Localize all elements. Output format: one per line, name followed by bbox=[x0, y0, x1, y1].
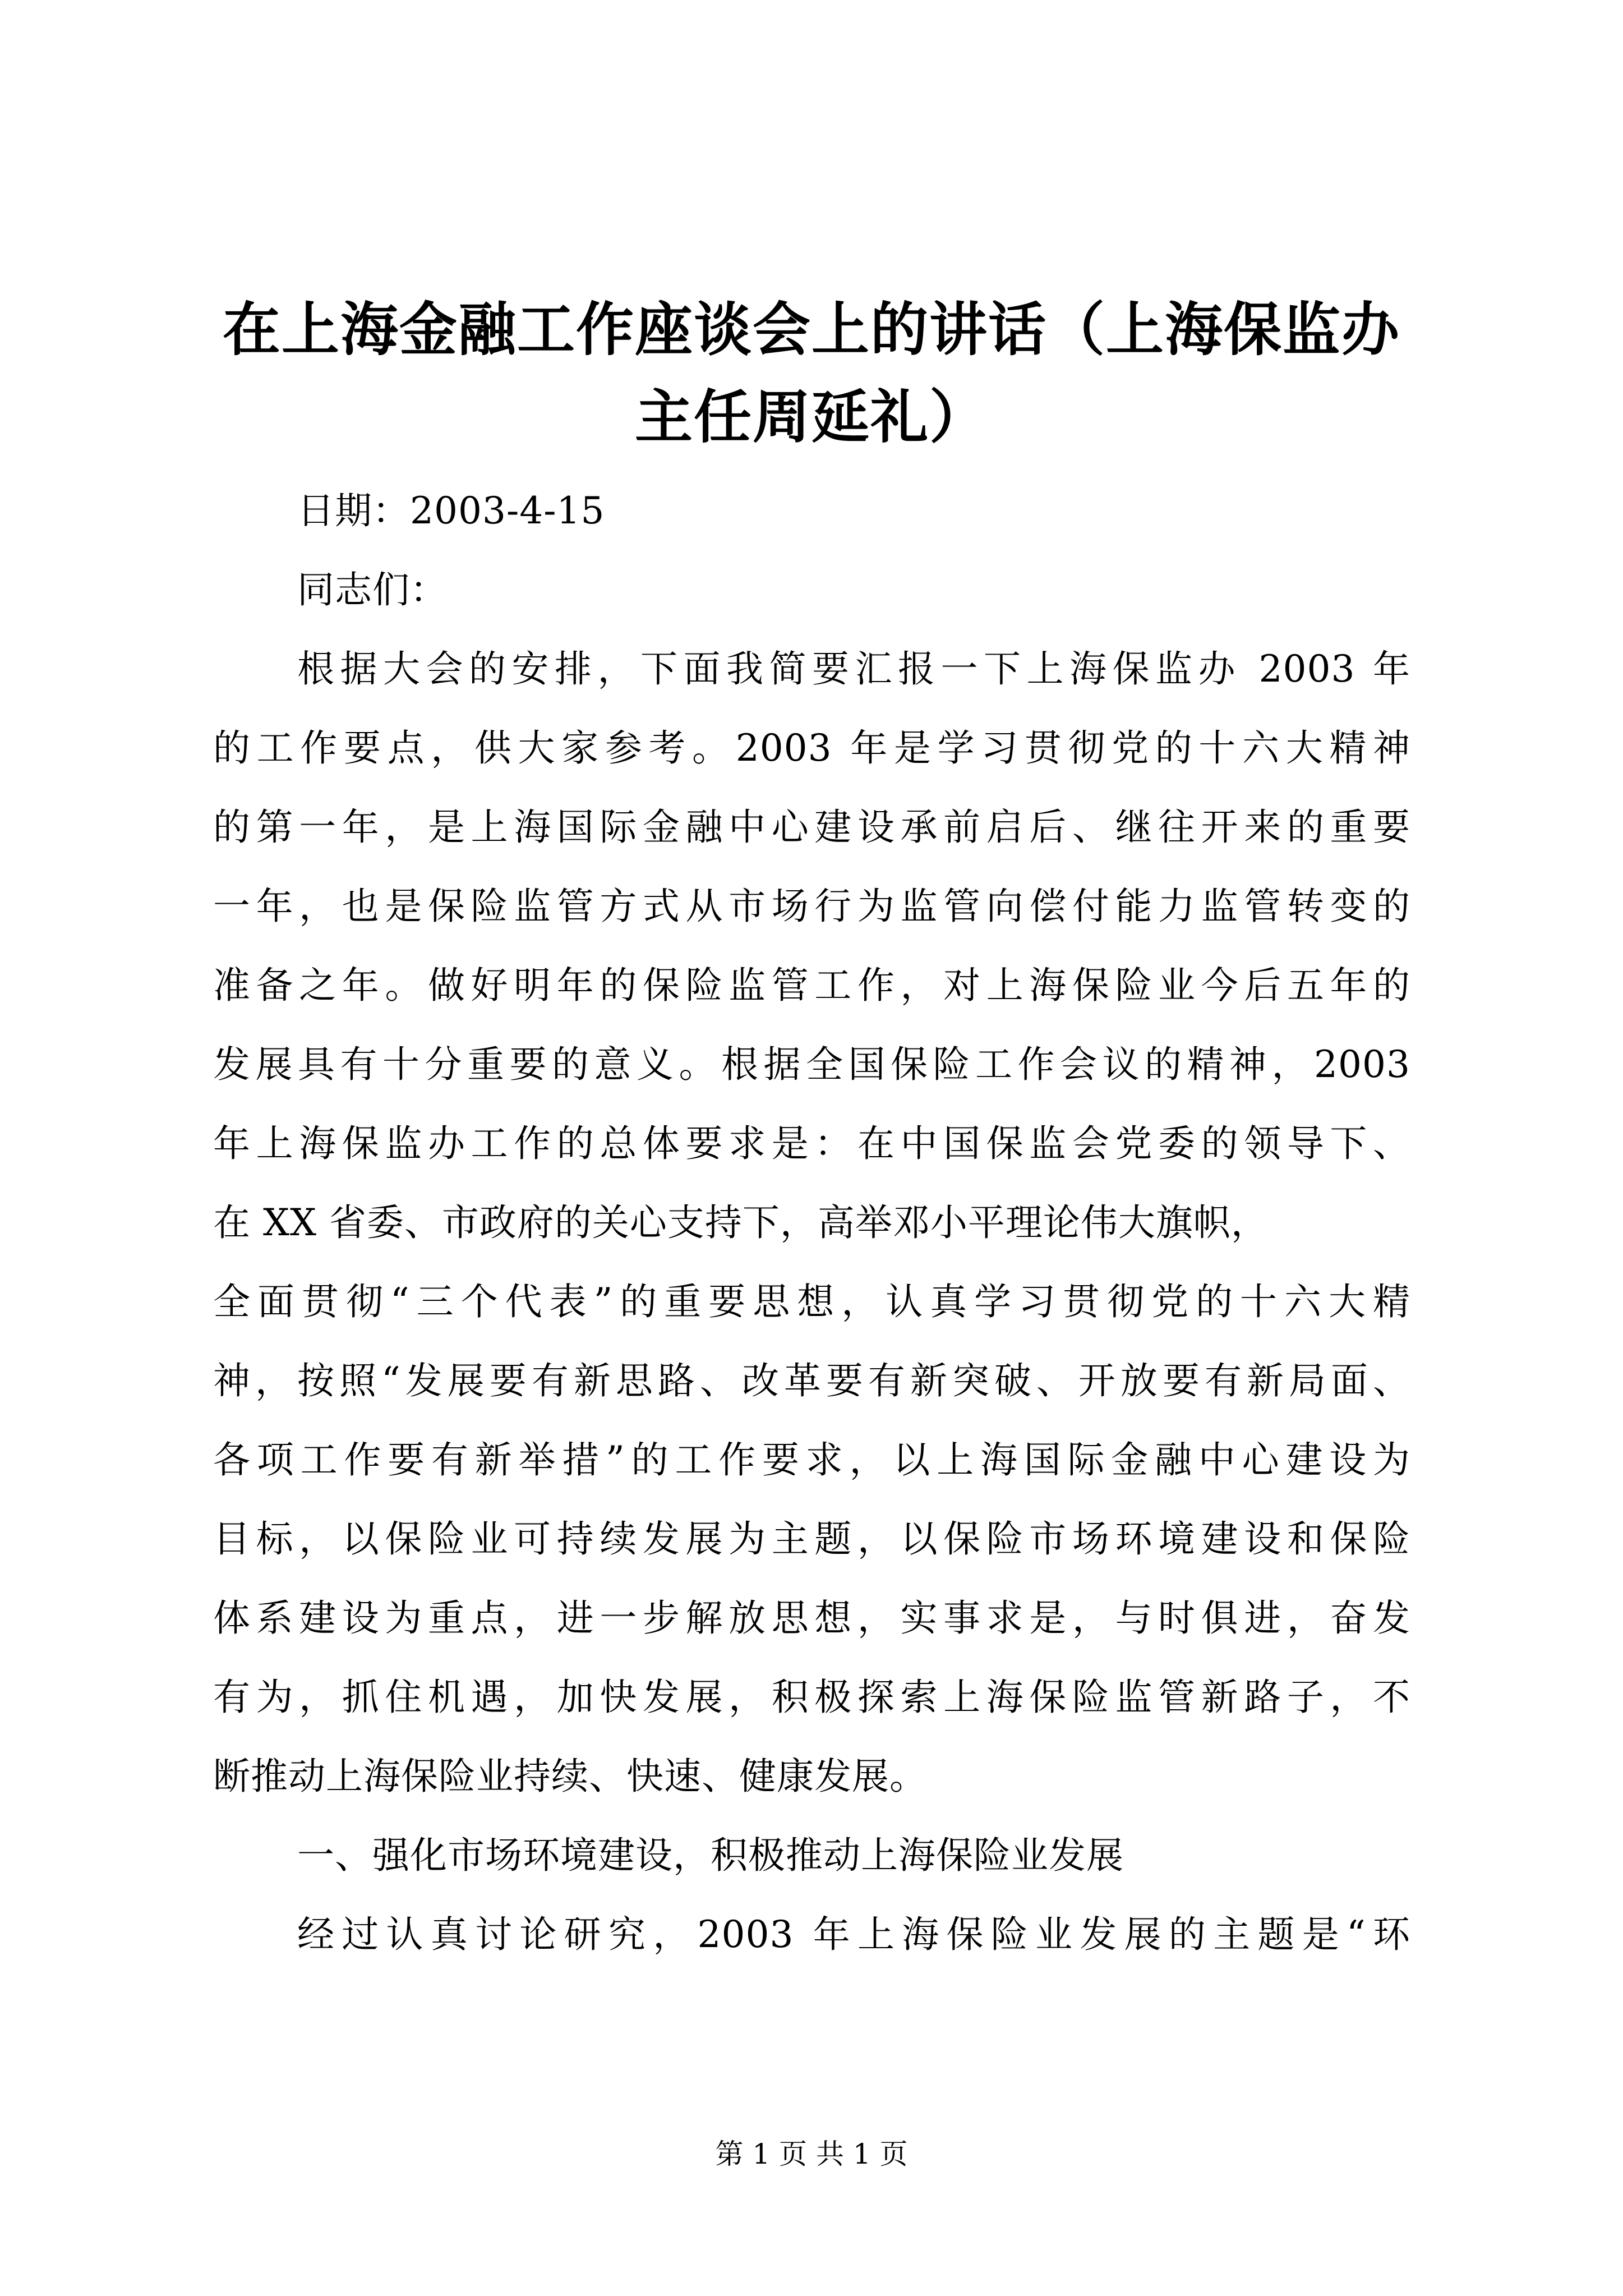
paragraph-2-line: 经过认真讨论研究，2003 年上海保险业发展的主题是“环 bbox=[297, 1913, 1410, 1956]
paragraph-1-line: 发展具有十分重要的意义。根据全国保险工作会议的精神，2003 bbox=[213, 1043, 1410, 1086]
paragraph-1-line: 目标，以保险业可持续发展为主题，以保险市场环境建设和保险 bbox=[213, 1517, 1410, 1561]
paragraph-1-line: 年上海保监办工作的总体要求是：在中国保监会党委的领导下、 bbox=[213, 1122, 1410, 1165]
paragraph-1-line: 一年，也是保险监管方式从市场行为监管向偿付能力监管转变的 bbox=[213, 885, 1410, 928]
paragraph-1-line: 的第一年，是上海国际金融中心建设承前启后、继往开来的重要 bbox=[213, 806, 1410, 849]
date-line: 日期：2003-4-15 bbox=[297, 489, 605, 532]
paragraph-1-line: 各项工作要有新举措”的工作要求，以上海国际金融中心建设为 bbox=[213, 1438, 1410, 1481]
section-heading-1: 一、强化市场环境建设，积极推动上海保险业发展 bbox=[297, 1834, 1124, 1877]
title-line-1: 在上海金融工作座谈会上的讲话（上海保监办 bbox=[223, 296, 1400, 364]
paragraph-1-line: 的工作要点，供大家参考。2003 年是学习贯彻党的十六大精神 bbox=[213, 726, 1410, 770]
salutation: 同志们： bbox=[297, 568, 448, 611]
document-body bbox=[213, 471, 1410, 1974]
paragraph-1-line: 断推动上海保险业持续、快速、健康发展。 bbox=[213, 1755, 927, 1798]
paragraph-1-line: 在 XX 省委、市政府的关心支持下，高举邓小平理论伟大旗帜， bbox=[213, 1201, 1269, 1244]
paragraph-1-line: 全面贯彻“三个代表”的重要思想，认真学习贯彻党的十六大精 bbox=[213, 1280, 1410, 1323]
paragraph-1-line: 体系建设为重点，进一步解放思想，实事求是，与时俱进，奋发 bbox=[213, 1596, 1410, 1640]
document-title bbox=[208, 286, 1415, 461]
paragraph-1-line: 神，按照“发展要有新思路、改革要有新突破、开放要有新局面、 bbox=[213, 1359, 1410, 1402]
paragraph-1-line: 准备之年。做好明年的保险监管工作，对上海保险业今后五年的 bbox=[213, 964, 1410, 1007]
title-line-2: 主任周延礼） bbox=[635, 383, 988, 451]
page-footer: 第 1 页 共 1 页 bbox=[715, 2138, 908, 2170]
paragraph-1-line: 根据大会的安排，下面我简要汇报一下上海保监办 2003 年 bbox=[297, 647, 1410, 691]
paragraph-1-line: 有为，抓住机遇，加快发展，积极探索上海保险监管新路子，不 bbox=[213, 1676, 1410, 1719]
